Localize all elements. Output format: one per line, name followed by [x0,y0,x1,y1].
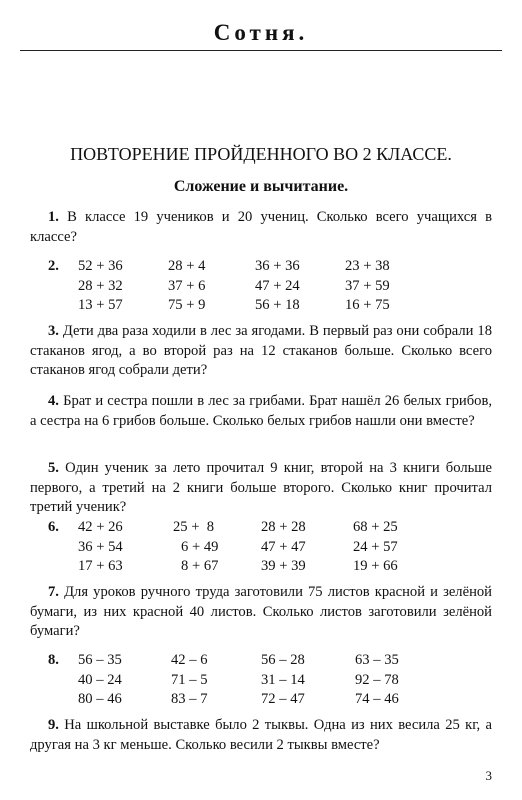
problem-number: 4. [48,393,59,409]
expression: 37 + 6 [168,277,206,294]
expression: 92 – 78 [355,671,399,688]
section-heading: ПОВТОРЕНИЕ ПРОЙДЕННОГО ВО 2 КЛАССЕ. [70,144,452,164]
expression: 47 + 47 [261,538,306,555]
expression: 52 + 36 [78,258,123,274]
page-number: 3 [485,768,492,783]
problem-7 [30,583,492,642]
problem-4 [30,392,492,431]
expression: 56 – 35 [78,652,122,668]
problem-number: 2. [48,258,59,274]
subsection-heading: Сложение и вычитание. [173,178,349,195]
expression: 37 + 59 [345,277,390,294]
problem-number: 9. [48,717,59,733]
expression: 39 + 39 [261,558,306,574]
expression: 23 + 38 [345,258,390,274]
problem-text: Дети два раза ходили в лес за ягодами. В первый раз они собрали 18 стаканов ягод, а во второй раз на 12 стаканов больше. Сколько всего стаканов ягод собрали дети? [30,323,492,378]
problem-number: 5. [48,460,59,476]
expression: 16 + 75 [345,297,390,313]
problem-text: Брат и сестра пошли в лес за грибами. Брат нашёл 26 белых грибов, а сестра на 6 грибов больше. Сколько белых грибов нашли они вместе? [30,393,493,429]
expression: 47 + 24 [255,277,300,294]
problem-number: 1. [48,209,59,225]
problem-5 [30,459,492,518]
expression: 42 – 6 [171,652,208,668]
expression: 28 + 28 [261,519,306,535]
expression: 56 + 18 [255,297,300,313]
expression: 36 + 54 [78,538,123,555]
problem-number: 3. [48,323,59,339]
problem-text: Один ученик за лето прочитал 9 книг, второй на 3 книги больше первого, а третий на 2 книги больше второго. Сколько книг прочитал третий ученик? [30,460,492,515]
expression: 56 – 28 [261,652,305,668]
expression: 83 – 7 [171,691,208,707]
problem-number: 7. [48,584,59,600]
expression: 8 + 67 [181,558,219,574]
expression: 13 + 57 [78,297,123,313]
expression: 36 + 36 [255,258,300,274]
expression: 80 – 46 [78,691,122,707]
problem-text: Для уроков ручного труда заготовили 75 листов красной и зелёной бумаги, из них красной 40 листов. Сколько листов заготовили зелёной бумаги? [30,584,492,639]
chapter-title: Сотня. [213,20,309,45]
expression: 40 – 24 [78,671,122,688]
expression: 68 + 25 [353,519,398,535]
expression: 17 + 63 [78,558,123,574]
header-rule [20,50,502,51]
expression: 31 – 14 [261,671,305,688]
expression: 75 + 9 [168,297,206,313]
expression: 72 – 47 [261,691,305,707]
problem-text: В классе 19 учеников и 20 учениц. Сколько всего учащихся в классе? [30,209,492,245]
problem-text: На школьной выставке было 2 тыквы. Одна из них весила 25 кг, а другая на 3 кг меньше. Сколько весили 2 тыквы вместе? [30,717,492,753]
expression: 19 + 66 [353,558,398,574]
expression: 28 + 32 [78,277,123,294]
expression: 63 – 35 [355,652,399,668]
expression: 25 + 8 [173,519,215,535]
expression: 24 + 57 [353,538,398,555]
problem-number: 6. [48,519,59,535]
problem-1 [30,208,492,247]
expression: 71 – 5 [171,671,208,688]
problem-number: 8. [48,652,59,668]
expression: 74 – 46 [355,691,399,707]
expression: 6 + 49 [181,538,219,555]
expression: 42 + 26 [78,519,123,535]
problem-3 [30,322,492,381]
expression: 28 + 4 [168,258,206,274]
problem-9 [30,716,492,755]
